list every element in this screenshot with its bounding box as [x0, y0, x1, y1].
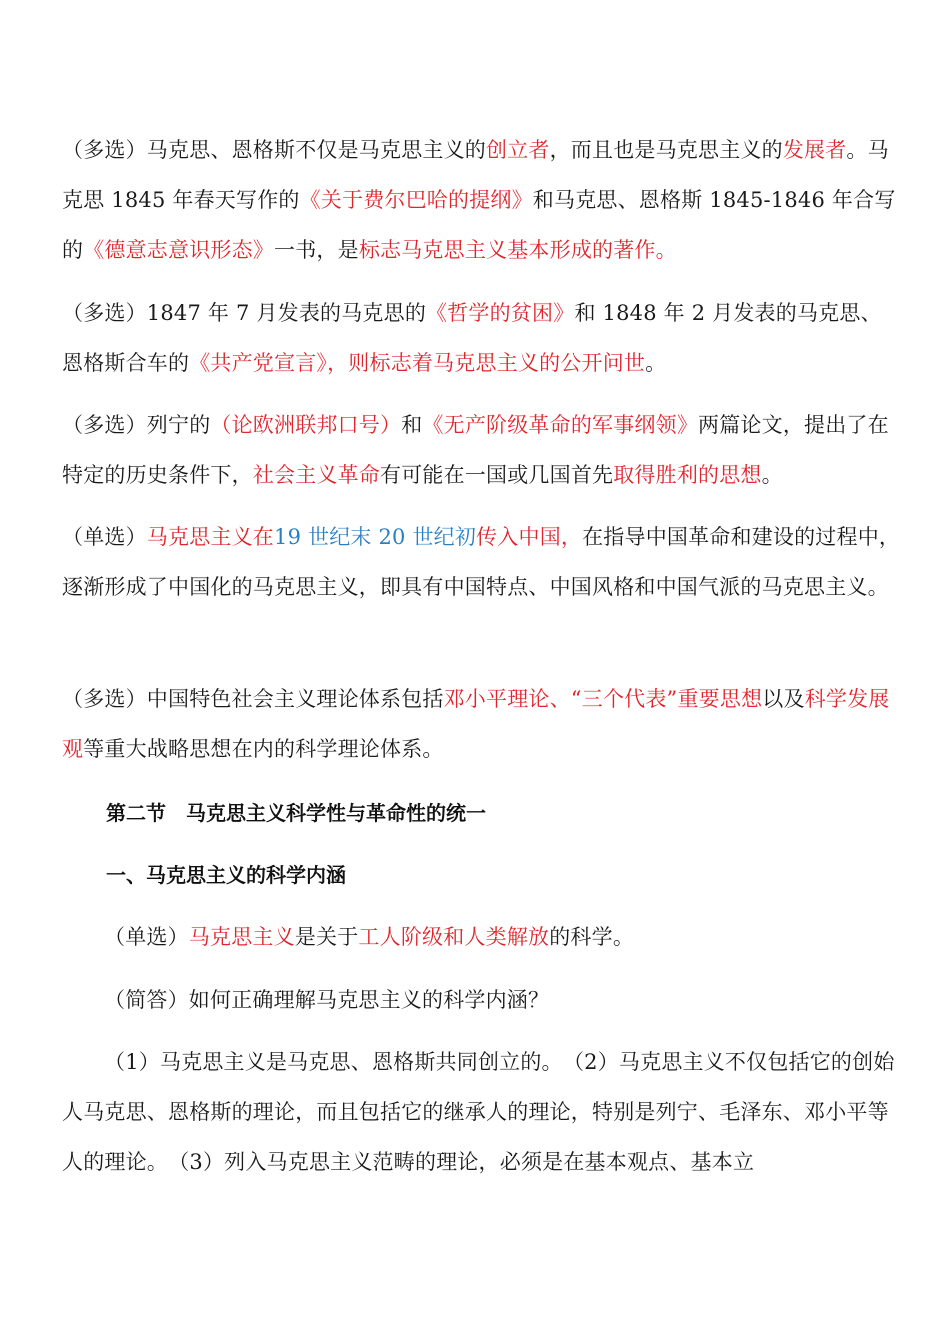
- text-segment: （多选）列宁的: [62, 413, 211, 437]
- text-segment: ，而且也是马克思主义的: [549, 138, 783, 162]
- text-segment: 在指导中国革命和建设的过程中，逐渐形成了中国化的马克思主义，即具有中国特点、中国风格和中国气派的马克思主义。: [62, 525, 901, 599]
- highlight-liberation: 工人阶级和人类解放: [358, 925, 550, 949]
- text-segment: 以及: [762, 687, 805, 711]
- paragraph-definition: [62, 912, 902, 962]
- paragraph-china: [62, 512, 902, 612]
- highlight-german-ideology: 《德意志意识形态》: [83, 238, 275, 262]
- section-heading: 第二节 马克思主义科学性与革命性的统一: [106, 801, 486, 825]
- paragraph-theory-system: [62, 674, 902, 774]
- highlight-time-period: 19 世纪末 20 世纪初: [274, 525, 477, 549]
- highlight-marxism: 马克思主义: [188, 925, 295, 949]
- text-segment: 的科学。: [549, 925, 635, 949]
- text-segment: 两篇论文，提出了在特定的历史条件下，: [62, 413, 889, 487]
- highlight-victory-thought: 取得胜利的思想: [613, 463, 762, 487]
- highlight-introduced-to-china: 传入中国，: [476, 525, 583, 549]
- text-segment: 和马克思、恩格斯 1845-1846 年合写的: [62, 188, 896, 262]
- text-segment: 一书，是: [274, 238, 359, 262]
- highlight-poverty-of-philosophy: 《哲学的贫困》: [426, 301, 575, 325]
- text-segment: 。: [761, 463, 783, 487]
- paragraph-lenin: [62, 400, 902, 500]
- paragraph-answer: （1）马克思主义是马克思、恩格斯共同创立的。 （2）马克思主义不仅包括它的创始人马克思、恩格斯的理论，而且包括它的继承人的理论，特别是列宁、毛泽东、邓小平等人的理论。 （3）列入马克思主义范畴的理论，必须是在基本观点、基本立: [62, 1050, 895, 1174]
- text-segment: （多选）中国特色社会主义理论体系包括: [62, 687, 444, 711]
- highlight-marxism-in: 马克思主义在: [146, 525, 275, 549]
- highlight-military-programme: 《无产阶级革命的军事纲领》: [422, 413, 699, 437]
- text-segment: 。: [645, 351, 667, 375]
- text-segment: 和 1848 年 2 月发表的马克思、恩格斯合车的: [62, 301, 882, 375]
- subsection-heading: 一、马克思主义的科学内涵: [106, 863, 346, 887]
- highlight-deng-theory: 邓小平理论、“三个代表”重要思想: [443, 687, 763, 711]
- text-segment: 等重大战略思想在内的科学理论体系。: [83, 737, 444, 761]
- highlight-feuerbach-theses: 《关于费尔巴哈的提纲》: [299, 188, 533, 212]
- highlight-developer: 发展者: [782, 138, 847, 162]
- text-segment: 有可能在一国或几国首先: [380, 463, 614, 487]
- text-segment: （多选）马克思、恩格斯不仅是马克思主义的: [62, 138, 486, 162]
- paragraph-public-debut: [62, 288, 902, 388]
- highlight-socialist-revolution: 社会主义革命: [252, 463, 381, 487]
- text-segment: 是关于: [294, 925, 359, 949]
- highlight-united-states-of-europe: （论欧洲联邦口号）: [210, 413, 402, 437]
- paragraph-founders: [62, 125, 902, 275]
- highlight-founder: 创立者: [486, 138, 550, 162]
- highlight-formation: 标志马克思主义基本形成的著作。: [358, 238, 677, 262]
- highlight-communist-manifesto: 《共产党宣言》，则标志着马克思主义的公开问世: [189, 351, 646, 375]
- text-segment: 。马克思 1845 年春天写作的: [62, 138, 889, 212]
- highlight-scientific-outlook: 科学发展观: [62, 687, 890, 761]
- text-segment: 和: [401, 413, 423, 437]
- paragraph-question: （简答）如何正确理解马克思主义的科学内涵？: [104, 988, 550, 1012]
- text-segment: （多选）1847 年 7 月发表的马克思的: [62, 301, 427, 325]
- text-segment: （单选）: [62, 525, 147, 549]
- text-segment: （单选）: [104, 925, 189, 949]
